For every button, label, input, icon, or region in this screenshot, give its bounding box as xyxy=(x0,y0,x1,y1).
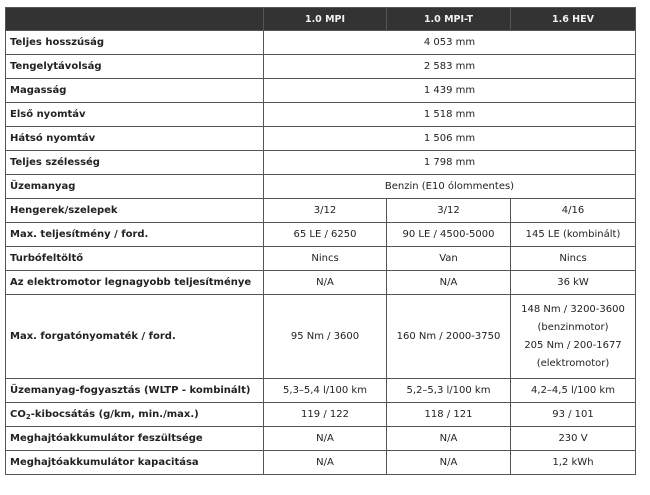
row-wheelbase xyxy=(6,55,636,79)
spec-table-container xyxy=(5,7,635,491)
row-value: 1 518 mm xyxy=(264,103,636,127)
cell-1-0-mpi: Nincs xyxy=(264,247,387,271)
hev-torque-line: (benzinmotor) xyxy=(537,321,609,333)
row-front-track xyxy=(6,103,636,127)
row-label: Max. forgatónyomaték / ford. xyxy=(6,295,264,379)
cell-1-0-mpi-t: 3/12 xyxy=(387,199,511,223)
header-1-0-mpi: 1.0 MPI xyxy=(264,8,387,31)
row-value: 1 798 mm xyxy=(264,151,636,175)
row-cylinders xyxy=(6,199,636,223)
co2-label-pre: CO xyxy=(10,408,26,420)
cell-1-0-mpi: 3/12 xyxy=(264,199,387,223)
row-label: Max. teljesítmény / ford. xyxy=(6,223,264,247)
header-1-0-mpi-t: 1.0 MPI-T xyxy=(387,8,511,31)
cell-1-0-mpi-t: 90 LE / 4500-5000 xyxy=(387,223,511,247)
co2-label-sub: 2 xyxy=(25,412,31,421)
row-label: Üzemanyag xyxy=(6,175,264,199)
row-width xyxy=(6,151,636,175)
cell-1-6-hev: 4/16 xyxy=(511,199,636,223)
cell-1-0-mpi-t: 160 Nm / 2000-3750 xyxy=(387,295,511,379)
cell-1-6-hev: 36 kW xyxy=(511,271,636,295)
row-label: Tengelytávolság xyxy=(6,55,264,79)
row-value: 2 583 mm xyxy=(264,55,636,79)
row-emotor-power xyxy=(6,271,636,295)
header-1-6-hev: 1.6 HEV xyxy=(511,8,636,31)
row-value: 4 053 mm xyxy=(264,31,636,55)
cell-1-0-mpi-t: N/A xyxy=(387,451,511,475)
cell-1-0-mpi: N/A xyxy=(264,427,387,451)
spec-table xyxy=(5,7,636,475)
row-label: Üzemanyag-fogyasztás (WLTP - kombinált) xyxy=(6,379,264,403)
row-consumption xyxy=(6,379,636,403)
hev-torque-line: 148 Nm / 3200-3600 xyxy=(521,303,625,315)
cell-1-0-mpi-t: 118 / 121 xyxy=(387,403,511,427)
row-label: Teljes szélesség xyxy=(6,151,264,175)
row-length xyxy=(6,31,636,55)
row-value: 1 439 mm xyxy=(264,79,636,103)
cell-1-0-mpi: 65 LE / 6250 xyxy=(264,223,387,247)
cell-1-0-mpi: N/A xyxy=(264,271,387,295)
cell-1-0-mpi: 95 Nm / 3600 xyxy=(264,295,387,379)
cell-1-0-mpi-t: N/A xyxy=(387,427,511,451)
cell-1-6-hev: 4,2–4,5 l/100 km xyxy=(511,379,636,403)
co2-label-post: -kibocsátás (g/km, min./max.) xyxy=(30,408,199,420)
cell-1-6-hev: 1,2 kWh xyxy=(511,451,636,475)
row-label: Első nyomtáv xyxy=(6,103,264,127)
cell-1-0-mpi: 119 / 122 xyxy=(264,403,387,427)
row-label: Hengerek/szelepek xyxy=(6,199,264,223)
row-torque xyxy=(6,295,636,379)
row-label: Turbófeltöltő xyxy=(6,247,264,271)
cell-1-6-hev: 145 LE (kombinált) xyxy=(511,223,636,247)
cell-1-0-mpi: N/A xyxy=(264,451,387,475)
hev-torque-line: (elektromotor) xyxy=(536,357,610,369)
row-rear-track xyxy=(6,127,636,151)
row-co2 xyxy=(6,403,636,427)
cell-1-6-hev: 230 V xyxy=(511,427,636,451)
row-power xyxy=(6,223,636,247)
row-battery-voltage xyxy=(6,427,636,451)
row-label: Meghajtóakkumulátor kapacitása xyxy=(6,451,264,475)
row-label: Magasság xyxy=(6,79,264,103)
row-label: Hátsó nyomtáv xyxy=(6,127,264,151)
cell-1-0-mpi-t: N/A xyxy=(387,271,511,295)
cell-1-6-hev xyxy=(511,295,636,379)
row-fuel xyxy=(6,175,636,199)
header-row xyxy=(6,8,636,31)
header-corner xyxy=(6,8,264,31)
row-label: Az elektromotor legnagyobb teljesítménye xyxy=(6,271,264,295)
cell-1-0-mpi-t: Van xyxy=(387,247,511,271)
cell-1-0-mpi-t: 5,2–5,3 l/100 km xyxy=(387,379,511,403)
cell-1-0-mpi: 5,3–5,4 l/100 km xyxy=(264,379,387,403)
row-value: 1 506 mm xyxy=(264,127,636,151)
hev-torque-line: 205 Nm / 200-1677 xyxy=(524,339,622,351)
row-label: Meghajtóakkumulátor feszültsége xyxy=(6,427,264,451)
row-label xyxy=(6,403,264,427)
cell-1-6-hev: Nincs xyxy=(511,247,636,271)
row-turbo xyxy=(6,247,636,271)
row-height xyxy=(6,79,636,103)
cell-1-6-hev: 93 / 101 xyxy=(511,403,636,427)
row-label: Teljes hosszúság xyxy=(6,31,264,55)
row-value: Benzin (E10 ólommentes) xyxy=(264,175,636,199)
row-battery-capacity xyxy=(6,451,636,475)
